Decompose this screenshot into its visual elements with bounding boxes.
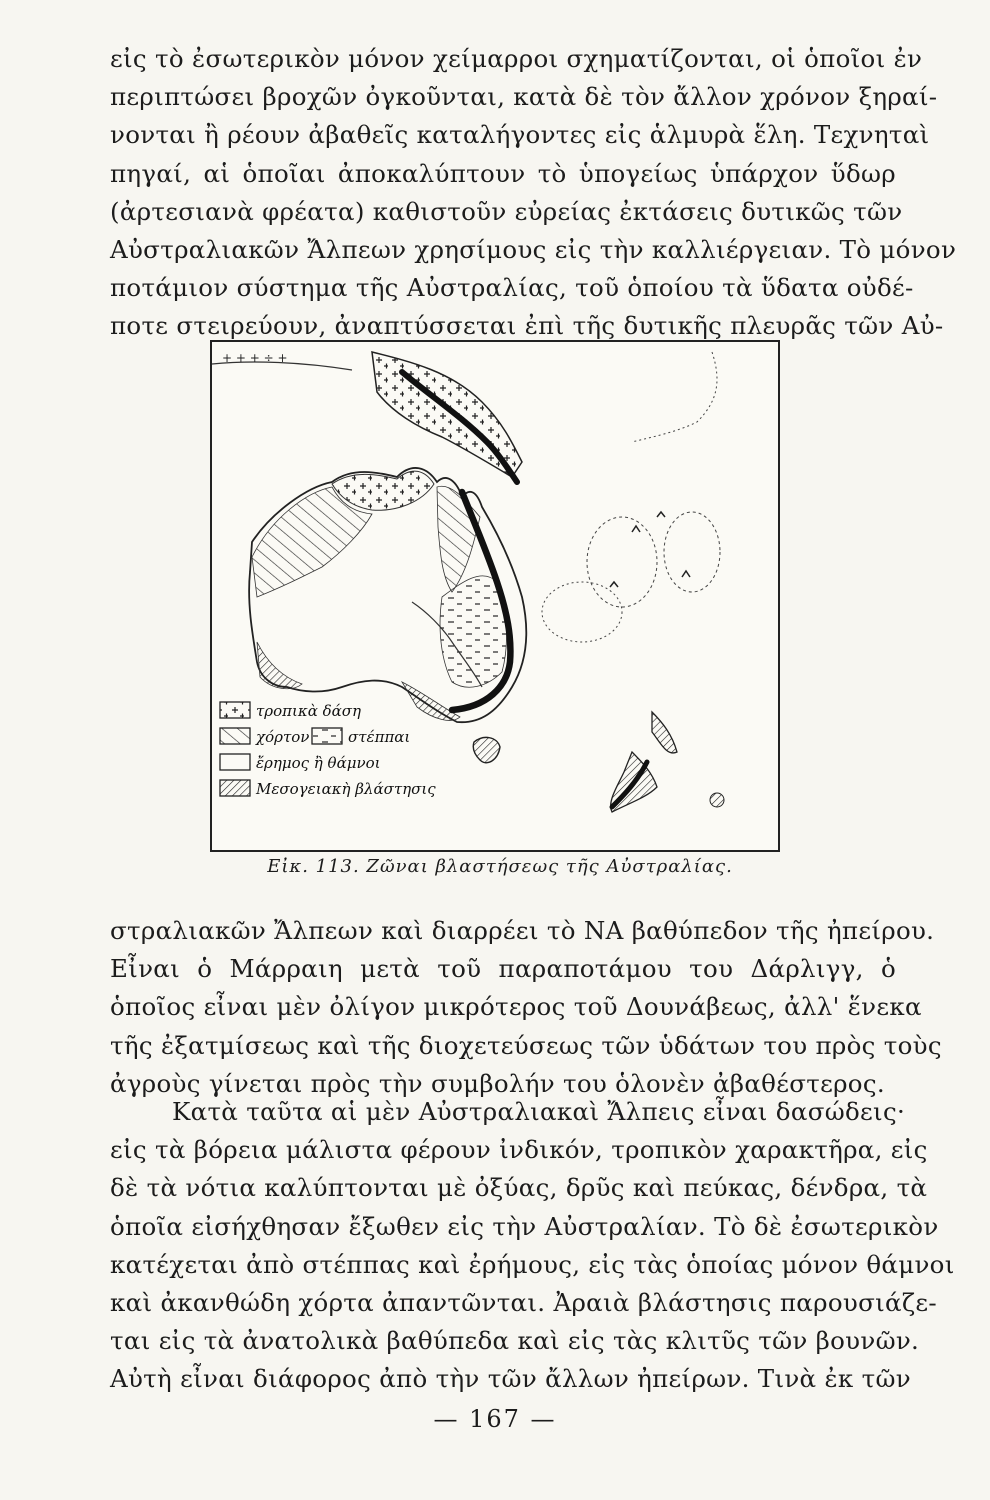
text-line: στραλιακῶν Ἄλπεων καὶ διαρρέει τὸ ΝΑ βαθύπεδον τῆς ἠπείρου. (110, 916, 935, 945)
text-line: Αὐτὴ εἶναι διάφορος ἀπὸ τὴν τῶν ἄλλων ἠπείρων. Τινὰ ἐκ τῶν (110, 1364, 911, 1394)
island-group (587, 517, 657, 607)
text-line: εἰς τὰ βόρεια μάλιστα φέρουν ἰνδικόν, τροπικὸν χαρακτῆρα, εἰς (110, 1135, 928, 1165)
map-legend (220, 702, 436, 798)
text-line: τῆς ἐξατμίσεως καὶ τῆς διοχετεύσεως τῶν ὑδάτων του πρὸς τοὺς (110, 1030, 942, 1060)
text-line: Αὐστραλιακῶν Ἄλπεων χρησίμους εἰς τὴν καλλιέργειαν. Τὸ μόνον (110, 235, 957, 265)
legend-label-grass: χόρτον (256, 728, 310, 746)
text-line: Εἶναι ὁ Μάρραιη μετὰ τοῦ παραποτάμου του Δάρλιγγ, ὁ (110, 954, 896, 984)
tasmania (473, 737, 500, 762)
text-line: εἰς τὸ ἐσωτερικὸν μόνον χείμαρροι σχηματίζονται, οἱ ὁποῖοι ἐν (110, 44, 923, 73)
steppe-zone (440, 576, 507, 687)
vegetation-map-figure (210, 340, 780, 852)
island-group (664, 512, 720, 592)
text-line: ποτάμιον σύστημα τῆς Αὐστραλίας, τοῦ ὁποίου τὰ ὕδατα οὐδέ- (110, 273, 914, 303)
legend-label-steppe: στέππαι (348, 728, 411, 746)
paragraph-2 (110, 912, 942, 1103)
page-number: — 167 — (433, 1405, 557, 1433)
legend-label-desert: ἔρημος ἢ θάμνοι (256, 754, 381, 772)
text-line: Κατὰ ταῦτα αἱ μὲν Αὐστραλιακαὶ Ἄλπεις εἶναι δασώδεις· (172, 1097, 906, 1126)
coral-sea-boundary (632, 352, 717, 442)
australia-vegetation-map (212, 342, 774, 846)
text-line: ποτε στειρεύουν, ἀναπτύσσεται ἐπὶ τῆς δυτικῆς πλευρᾶς τῶν Αὐ- (110, 311, 944, 341)
island-mark (710, 793, 724, 807)
paragraph-1 (110, 40, 957, 346)
text-line: ἀγροὺς γίνεται πρὸς τὴν συμβολήν του ὁλονὲν ἀβαθέστερος. (110, 1068, 885, 1098)
text-line: κατέχεται ἀπὸ στέππας καὶ ἐρήμους, εἰς τὰς ὁποίας μόνον θάμνοι (110, 1249, 955, 1279)
text-line: περιπτώσει βροχῶν ὀγκοῦνται, κατὰ δὲ τὸν ἄλλον χρόνον ξηραί- (110, 82, 938, 112)
island-group (542, 582, 622, 642)
text-line: ὁποῖος εἶναι μὲν ὀλίγον μικρότερος τοῦ Δουνάβεως, ἀλλ' ἕνεκα (110, 992, 922, 1022)
text-line: (ἀρτεσιανὰ φρέατα) καθιστοῦν εὐρείας ἐκτάσεις δυτικῶς τῶν (110, 196, 903, 226)
figure-caption: Εἰκ. 113. Ζῶναι βλαστήσεως τῆς Αὐστραλίας. (267, 856, 733, 877)
legend-label-tropical: τροπικὰ δάση (256, 702, 362, 720)
text-line: πηγαί, αἱ ὁποῖαι ἀποκαλύπτουν τὸ ὑπογείως ὑπάρχον ὕδωρ (110, 158, 896, 188)
text-line: ὁποῖα εἰσήχθησαν ἔξωθεν εἰς τὴν Αὐστραλίαν. Τὸ δὲ ἐσωτερικὸν (110, 1211, 939, 1241)
text-line: δὲ τὰ νότια καλύπτονται μὲ ὀξύας, δρῦς καὶ πεύκας, δένδρα, τὰ (110, 1173, 928, 1203)
paragraph-3 (110, 1093, 955, 1399)
svg-text:+ + + ÷ +: + + + ÷ + (222, 351, 288, 365)
new-zealand-north (652, 712, 677, 753)
legend-label-mediterranean: Μεσογειακὴ βλάστησις (256, 780, 436, 798)
island-chain (610, 512, 690, 587)
text-line: ται εἰς τὰ ἀνατολικὰ βαθύπεδα καὶ εἰς τὰς κλιτῦς τῶν βουνῶν. (110, 1326, 920, 1356)
text-line: νονται ἢ ρέουν ἀβαθεῖς καταλήγοντες εἰς ἁλμυρὰ ἕλη. Τεχνηταὶ (110, 120, 930, 150)
text-line: καὶ ἀκανθώδη χόρτα ἀπαντῶνται. Ἀραιὰ βλάστησις παρουσιάζε- (110, 1288, 937, 1318)
